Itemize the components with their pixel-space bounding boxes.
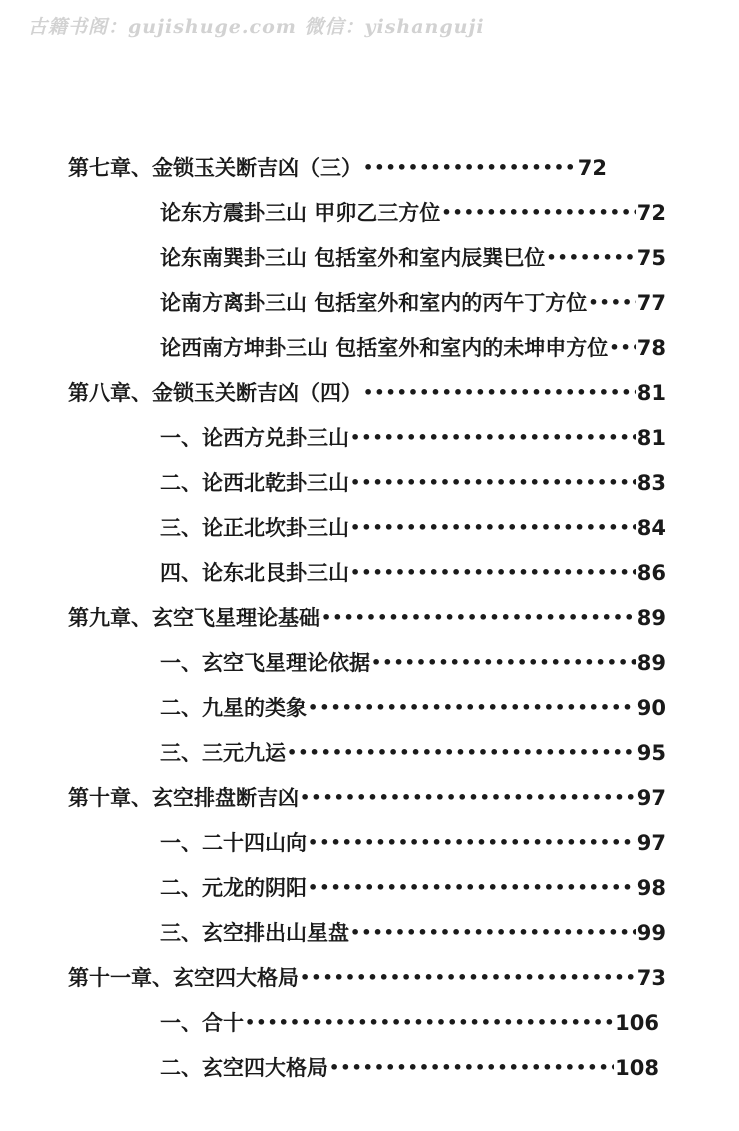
toc-title: 一、二十四山向 xyxy=(160,831,307,855)
toc-page-number: 89 xyxy=(636,651,666,675)
toc-title: 第十一章、玄空四大格局 xyxy=(68,966,299,990)
toc-title: 论南方离卦三山 包括室外和室内的丙午丁方位 xyxy=(160,291,588,315)
toc-entry[interactable] xyxy=(0,241,739,275)
toc-entry[interactable] xyxy=(0,151,739,185)
toc-title: 论西南方坤卦三山 包括室外和室内的未坤申方位 xyxy=(160,336,609,360)
dot-leader xyxy=(363,376,636,410)
toc-entry[interactable] xyxy=(0,871,739,905)
toc-page-number: 98 xyxy=(636,876,666,900)
dot-leader xyxy=(308,871,636,905)
toc-page-number: 72 xyxy=(577,156,607,180)
toc-entry[interactable] xyxy=(0,556,739,590)
toc-page-number: 75 xyxy=(636,246,666,270)
toc-title: 四、论东北艮卦三山 xyxy=(160,561,349,585)
dot-leader xyxy=(350,511,636,545)
dot-leader xyxy=(588,286,635,320)
toc-title: 第九章、玄空飞星理论基础 xyxy=(68,606,320,630)
toc-entry[interactable] xyxy=(0,421,739,455)
dot-leader xyxy=(350,421,636,455)
toc-entry[interactable] xyxy=(0,961,739,995)
toc-page-number: 81 xyxy=(636,381,666,405)
toc-page-number: 90 xyxy=(636,696,666,720)
toc-title: 二、元龙的阴阳 xyxy=(160,876,307,900)
toc-entry[interactable] xyxy=(0,196,739,230)
toc-entry[interactable] xyxy=(0,826,739,860)
toc-title: 论东南巽卦三山 包括室外和室内辰巽巳位 xyxy=(160,246,546,270)
toc-page-number: 78 xyxy=(636,336,666,360)
dot-leader xyxy=(300,781,636,815)
toc-entry[interactable] xyxy=(0,601,739,635)
toc-page-number: 97 xyxy=(636,786,666,810)
dot-leader xyxy=(350,466,636,500)
toc-page-number: 108 xyxy=(615,1056,659,1080)
toc-page-number: 72 xyxy=(636,201,666,225)
toc-entry[interactable] xyxy=(0,781,739,815)
toc-title: 三、三元九运 xyxy=(160,741,286,765)
toc-page-number: 86 xyxy=(636,561,666,585)
dot-leader xyxy=(441,196,635,230)
toc-entry[interactable] xyxy=(0,376,739,410)
toc-entry[interactable] xyxy=(0,466,739,500)
toc-title: 一、玄空飞星理论依据 xyxy=(160,651,370,675)
toc-entry[interactable] xyxy=(0,1006,739,1040)
dot-leader xyxy=(300,961,636,995)
dot-leader xyxy=(363,151,577,185)
dot-leader xyxy=(287,736,636,770)
toc-page-number: 83 xyxy=(636,471,666,495)
toc-title: 第八章、金锁玉关断吉凶（四） xyxy=(68,381,362,405)
dot-leader xyxy=(546,241,635,275)
toc-page-number: 106 xyxy=(615,1011,659,1035)
dot-leader xyxy=(308,691,636,725)
toc-page-number: 97 xyxy=(636,831,666,855)
watermark: 古籍书阁：gujishuge.com 微信：yishanguji xyxy=(28,16,485,38)
toc-title: 三、玄空排出山星盘 xyxy=(160,921,349,945)
toc-entry[interactable] xyxy=(0,916,739,950)
dot-leader xyxy=(245,1006,614,1040)
toc-page-number: 77 xyxy=(636,291,666,315)
toc-entry[interactable] xyxy=(0,331,739,365)
toc-page-number: 81 xyxy=(636,426,666,450)
toc-title: 一、论西方兑卦三山 xyxy=(160,426,349,450)
toc-title: 二、玄空四大格局 xyxy=(160,1056,328,1080)
toc-page-number: 95 xyxy=(636,741,666,765)
toc-page-number: 84 xyxy=(636,516,666,540)
dot-leader xyxy=(371,646,636,680)
dot-leader xyxy=(308,826,636,860)
toc-entry[interactable] xyxy=(0,286,739,320)
dot-leader xyxy=(350,916,636,950)
toc-title: 二、九星的类象 xyxy=(160,696,307,720)
toc-title: 二、论西北乾卦三山 xyxy=(160,471,349,495)
dot-leader xyxy=(321,601,636,635)
toc-title: 论东方震卦三山 甲卯乙三方位 xyxy=(160,201,441,225)
toc-entry[interactable] xyxy=(0,646,739,680)
toc-entry[interactable] xyxy=(0,736,739,770)
toc-title: 第十章、玄空排盘断吉凶 xyxy=(68,786,299,810)
dot-leader xyxy=(609,331,635,365)
toc-page-number: 89 xyxy=(636,606,666,630)
toc-entry[interactable] xyxy=(0,511,739,545)
toc-page-number: 99 xyxy=(636,921,666,945)
toc-title: 三、论正北坎卦三山 xyxy=(160,516,349,540)
dot-leader xyxy=(329,1051,614,1085)
toc-page-number: 73 xyxy=(636,966,666,990)
toc-title: 一、合十 xyxy=(160,1011,244,1035)
toc-entry[interactable] xyxy=(0,691,739,725)
dot-leader xyxy=(350,556,636,590)
toc-entry[interactable] xyxy=(0,1051,739,1085)
toc-title: 第七章、金锁玉关断吉凶（三） xyxy=(68,156,362,180)
